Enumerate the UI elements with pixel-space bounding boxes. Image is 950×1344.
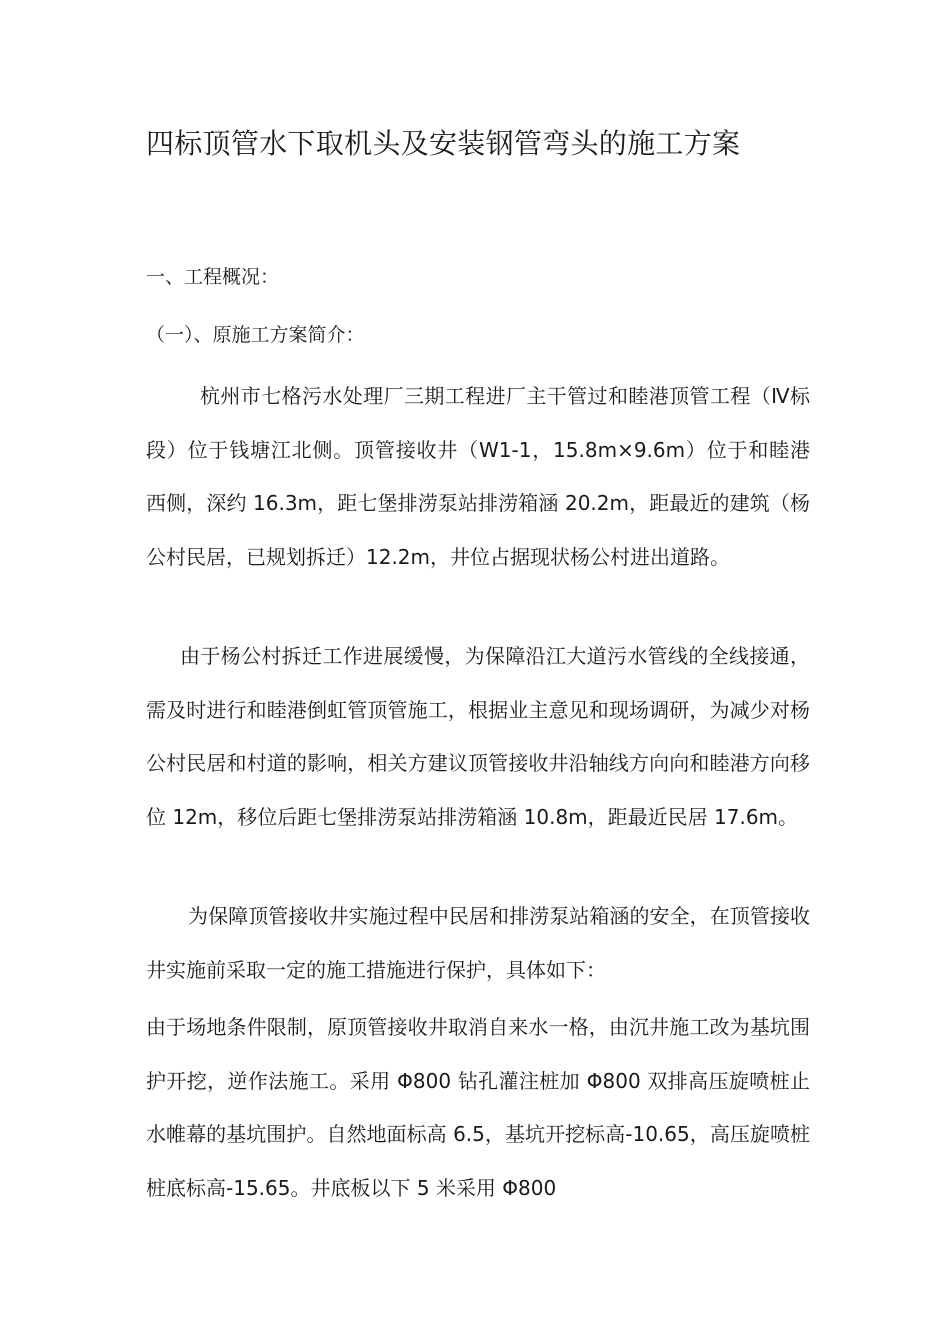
subsection-heading: （一）、原施工方案简介： bbox=[146, 324, 365, 346]
paragraph-protection-measures: 为保障顶管接收井实施过程中民居和排涝泵站箱涵的安全，在顶管接收井实施前采取一定的施工措施进行保护，具体如下： bbox=[146, 904, 810, 982]
paragraph-project-location: 杭州市七格污水处理厂三期工程进厂主干管过和睦港顶管工程（Ⅳ标段）位于钱塘江北侧。顶管接收井（W1-1，15.8m×9.6m）位于和睦港西侧，深约 16.3m，距七堡排涝泵站排涝箱涵 20.2m，距最近的建筑（杨公村民居，已规划拆迁）12.2m，井位占据现状杨公村进出道路。 bbox=[146, 384, 810, 569]
section-heading: 一、工程概况： bbox=[146, 266, 280, 288]
paragraph-excavation-method: 由于场地条件限制，原顶管接收井取消自来水一格，由沉井施工改为基坑围护开挖，逆作法施工。采用 Φ800 钻孔灌注桩加 Φ800 双排高压旋喷桩止水帷幕的基坑围护。自然地面标高 6.5，基坑开挖标高-10.65，高压旋喷桩桩底标高-15.65。井底板以下 5 米采用 Φ800 bbox=[146, 1015, 810, 1200]
document-title: 四标顶管水下取机头及安装钢管弯头的施工方案 bbox=[146, 127, 741, 160]
paragraph-relocation: 由于杨公村拆迁工作进展缓慢，为保障沿江大道污水管线的全线接通，需及时进行和睦港倒虹管顶管施工，根据业主意见和现场调研，为减少对杨公村民居和村道的影响，相关方建议顶管接收井沿轴线方向向和睦港方向移位 12m，移位后距七堡排涝泵站排涝箱涵 10.8m，距最近民居 17.6m。 bbox=[146, 644, 810, 829]
